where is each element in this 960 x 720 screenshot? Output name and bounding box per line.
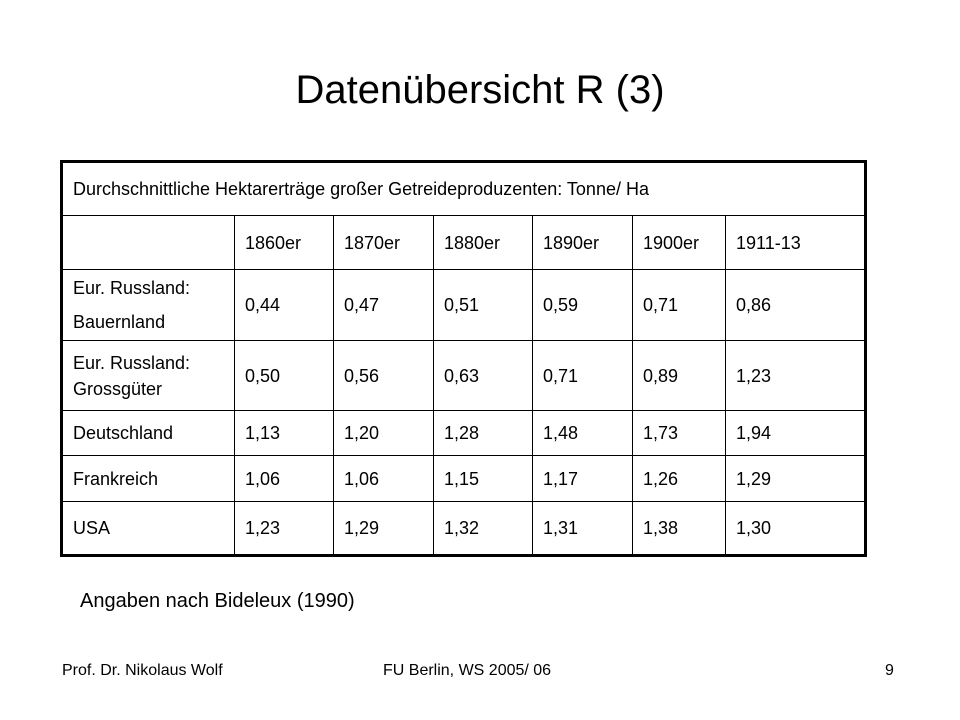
table-cell: 1,31	[533, 502, 633, 556]
column-header: 1890er	[533, 216, 633, 270]
row-label-line: Eur. Russland:	[73, 352, 191, 373]
table-cell: 1,26	[633, 456, 726, 502]
footer-course: FU Berlin, WS 2005/ 06	[383, 662, 552, 679]
table-cell: 1,29	[726, 456, 866, 502]
table-cell: 1,29	[334, 502, 434, 556]
table-cell: 1,23	[726, 341, 866, 411]
header-blank-cell	[62, 216, 235, 270]
table-cell: 0,59	[533, 270, 633, 341]
table-cell: 0,47	[334, 270, 434, 341]
table-cell: 1,17	[533, 456, 633, 502]
table-cell: 1,23	[235, 502, 334, 556]
table-row	[62, 502, 866, 556]
row-label	[62, 270, 235, 341]
table-cell: 1,94	[726, 411, 866, 456]
table-row	[62, 270, 866, 341]
table-cell: 1,38	[633, 502, 726, 556]
table-header-row	[62, 216, 866, 270]
table-cell: 0,71	[533, 341, 633, 411]
table-cell: 1,48	[533, 411, 633, 456]
slide-title: Datenübersicht R (3)	[295, 68, 665, 112]
table-row	[62, 341, 866, 411]
table-cell: 0,63	[434, 341, 533, 411]
table-cell: 0,50	[235, 341, 334, 411]
table-cell: 0,86	[726, 270, 866, 341]
row-label-line: Grossgüter	[73, 378, 163, 399]
table-cell: 1,13	[235, 411, 334, 456]
table-cell: 0,56	[334, 341, 434, 411]
table-cell: 1,30	[726, 502, 866, 556]
page-number: 9	[885, 662, 894, 679]
table-cell: 1,28	[434, 411, 533, 456]
table-cell: 1,73	[633, 411, 726, 456]
row-label-line: Eur. Russland:	[73, 278, 191, 298]
footer-author: Prof. Dr. Nikolaus Wolf	[62, 662, 223, 679]
row-label: Frankreich	[62, 456, 235, 502]
column-header: 1860er	[235, 216, 334, 270]
table-row	[62, 456, 866, 502]
column-header: 1900er	[633, 216, 726, 270]
column-header: 1880er	[434, 216, 533, 270]
row-label-line: Bauernland	[73, 312, 166, 332]
table-cell: 0,44	[235, 270, 334, 341]
table-caption-row	[62, 162, 866, 216]
column-header: 1870er	[334, 216, 434, 270]
table-cell: 1,20	[334, 411, 434, 456]
table-row	[62, 411, 866, 456]
source-note: Angaben nach Bideleux (1990)	[80, 590, 355, 612]
table-caption: Durchschnittliche Hektarerträge großer Getreideproduzenten: Tonne/ Ha	[62, 162, 866, 216]
table-cell: 0,89	[633, 341, 726, 411]
column-header: 1911-13	[726, 216, 866, 270]
row-label	[62, 341, 235, 411]
table-cell: 0,71	[633, 270, 726, 341]
yield-table	[60, 160, 867, 557]
row-label: Deutschland	[62, 411, 235, 456]
table-cell: 1,32	[434, 502, 533, 556]
table-cell: 1,06	[235, 456, 334, 502]
table-cell: 0,51	[434, 270, 533, 341]
table-cell: 1,15	[434, 456, 533, 502]
row-label: USA	[62, 502, 235, 556]
table-cell: 1,06	[334, 456, 434, 502]
